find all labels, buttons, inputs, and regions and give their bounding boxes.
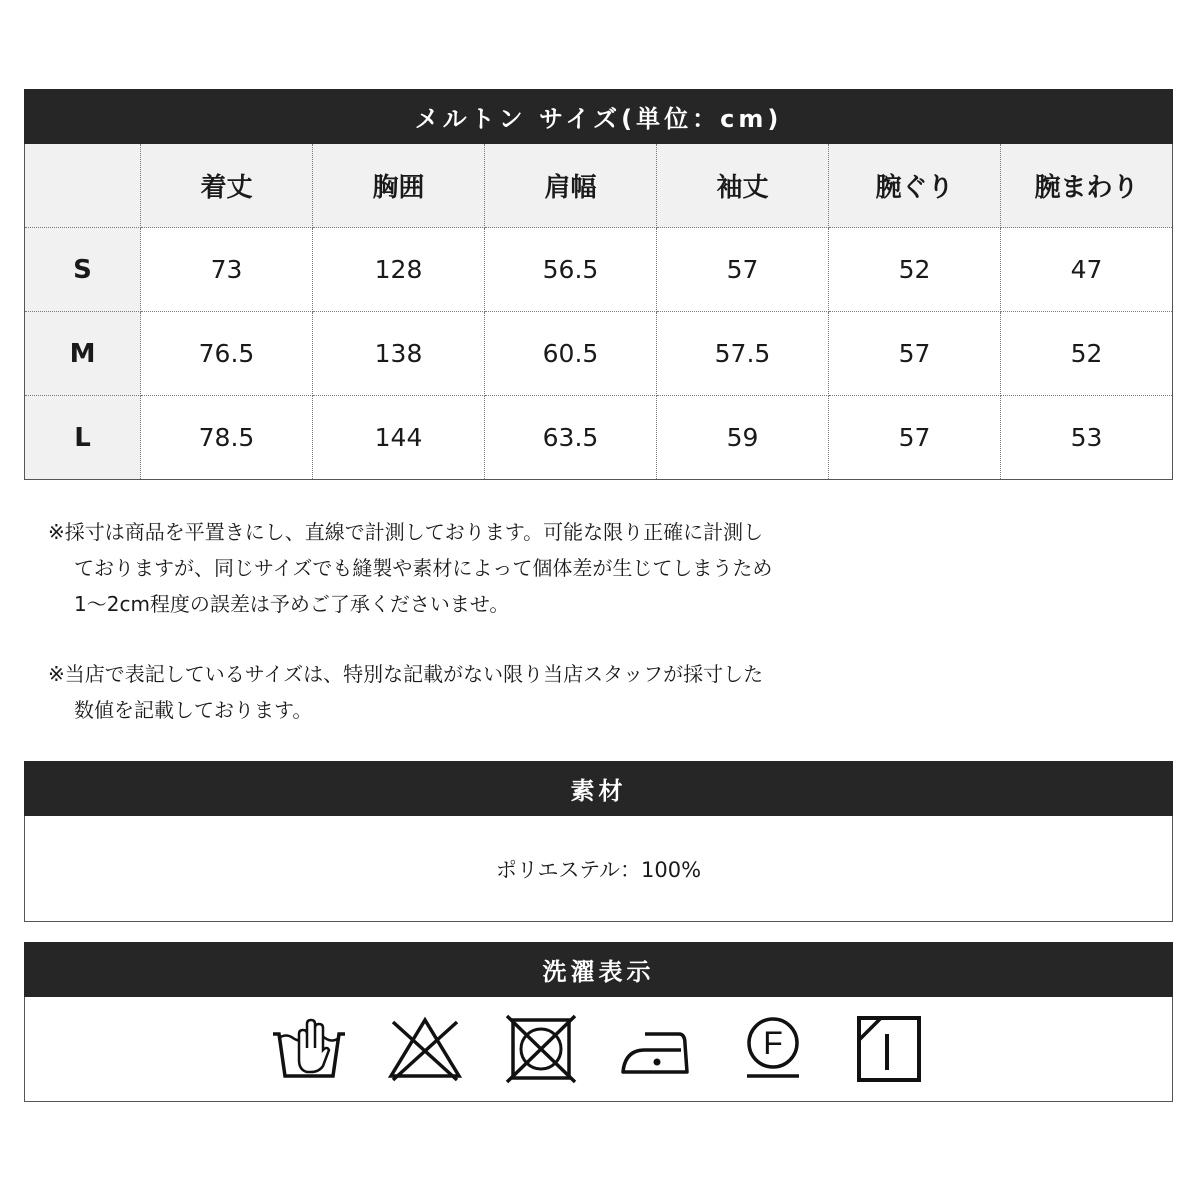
note-line: 1〜2cm程度の誤差は予めご了承くださいませ。 — [74, 592, 510, 616]
table-cell: 60.5 — [485, 312, 657, 396]
measurement-note — [48, 514, 948, 622]
table-cell: 52 — [1001, 312, 1173, 396]
header-cell-empty — [25, 144, 141, 228]
table-cell: 52 — [829, 228, 1001, 312]
table-cell: 57 — [829, 312, 1001, 396]
table-cell: 73 — [141, 228, 313, 312]
header-cell-armhole: 腕ぐり — [829, 144, 1001, 228]
header-cell-sleeve: 袖丈 — [657, 144, 829, 228]
iron-low-icon — [617, 1014, 697, 1084]
table-cell: 76.5 — [141, 312, 313, 396]
header-cell-shoulder: 肩幅 — [485, 144, 657, 228]
table-row — [25, 396, 1173, 480]
material-box — [24, 816, 1173, 922]
material-title — [24, 761, 1173, 816]
care-title-text: 洗濯表示 — [542, 958, 655, 986]
size-table-title — [24, 89, 1173, 144]
dry-clean-f-icon — [733, 1014, 813, 1084]
note-line: ※当店で表記しているサイズは、特別な記載がない限り当店スタッフが採寸した — [48, 662, 764, 686]
header-cell-length: 着丈 — [141, 144, 313, 228]
table-row — [25, 228, 1173, 312]
care-title — [24, 942, 1173, 997]
care-icons-box — [24, 997, 1173, 1102]
size-table — [24, 144, 1173, 480]
table-cell: 63.5 — [485, 396, 657, 480]
dry-clean-letter: F — [762, 1025, 783, 1061]
table-cell: 57.5 — [657, 312, 829, 396]
hand-wash-icon — [269, 1014, 349, 1084]
note-line: 数値を記載しております。 — [74, 698, 313, 722]
material-value: ポリエステル：100% — [495, 857, 702, 882]
table-cell: 138 — [313, 312, 485, 396]
table-cell: 144 — [313, 396, 485, 480]
table-cell: 53 — [1001, 396, 1173, 480]
table-cell: 57 — [657, 228, 829, 312]
header-cell-chest: 胸囲 — [313, 144, 485, 228]
table-cell: 128 — [313, 228, 485, 312]
no-bleach-icon — [385, 1014, 465, 1084]
size-label: S — [25, 228, 141, 312]
size-table-title-text: メルトン サイズ(単位：cm) — [414, 105, 783, 133]
table-cell: 47 — [1001, 228, 1173, 312]
material-title-text: 素材 — [570, 777, 627, 805]
size-label: M — [25, 312, 141, 396]
size-table-header-row — [25, 144, 1173, 228]
table-row — [25, 312, 1173, 396]
size-label: L — [25, 396, 141, 480]
note-line: ※採寸は商品を平置きにし、直線で計測しております。可能な限り正確に計測し — [48, 520, 764, 544]
table-cell: 57 — [829, 396, 1001, 480]
table-cell: 59 — [657, 396, 829, 480]
no-tumble-dry-icon — [501, 1014, 581, 1084]
table-cell: 78.5 — [141, 396, 313, 480]
header-cell-arm-circumference: 腕まわり — [1001, 144, 1173, 228]
size-source-note — [48, 656, 948, 728]
shade-line-dry-icon — [849, 1014, 929, 1084]
table-cell: 56.5 — [485, 228, 657, 312]
note-line: ておりますが、同じサイズでも縫製や素材によって個体差が生じてしまうため — [74, 556, 773, 580]
